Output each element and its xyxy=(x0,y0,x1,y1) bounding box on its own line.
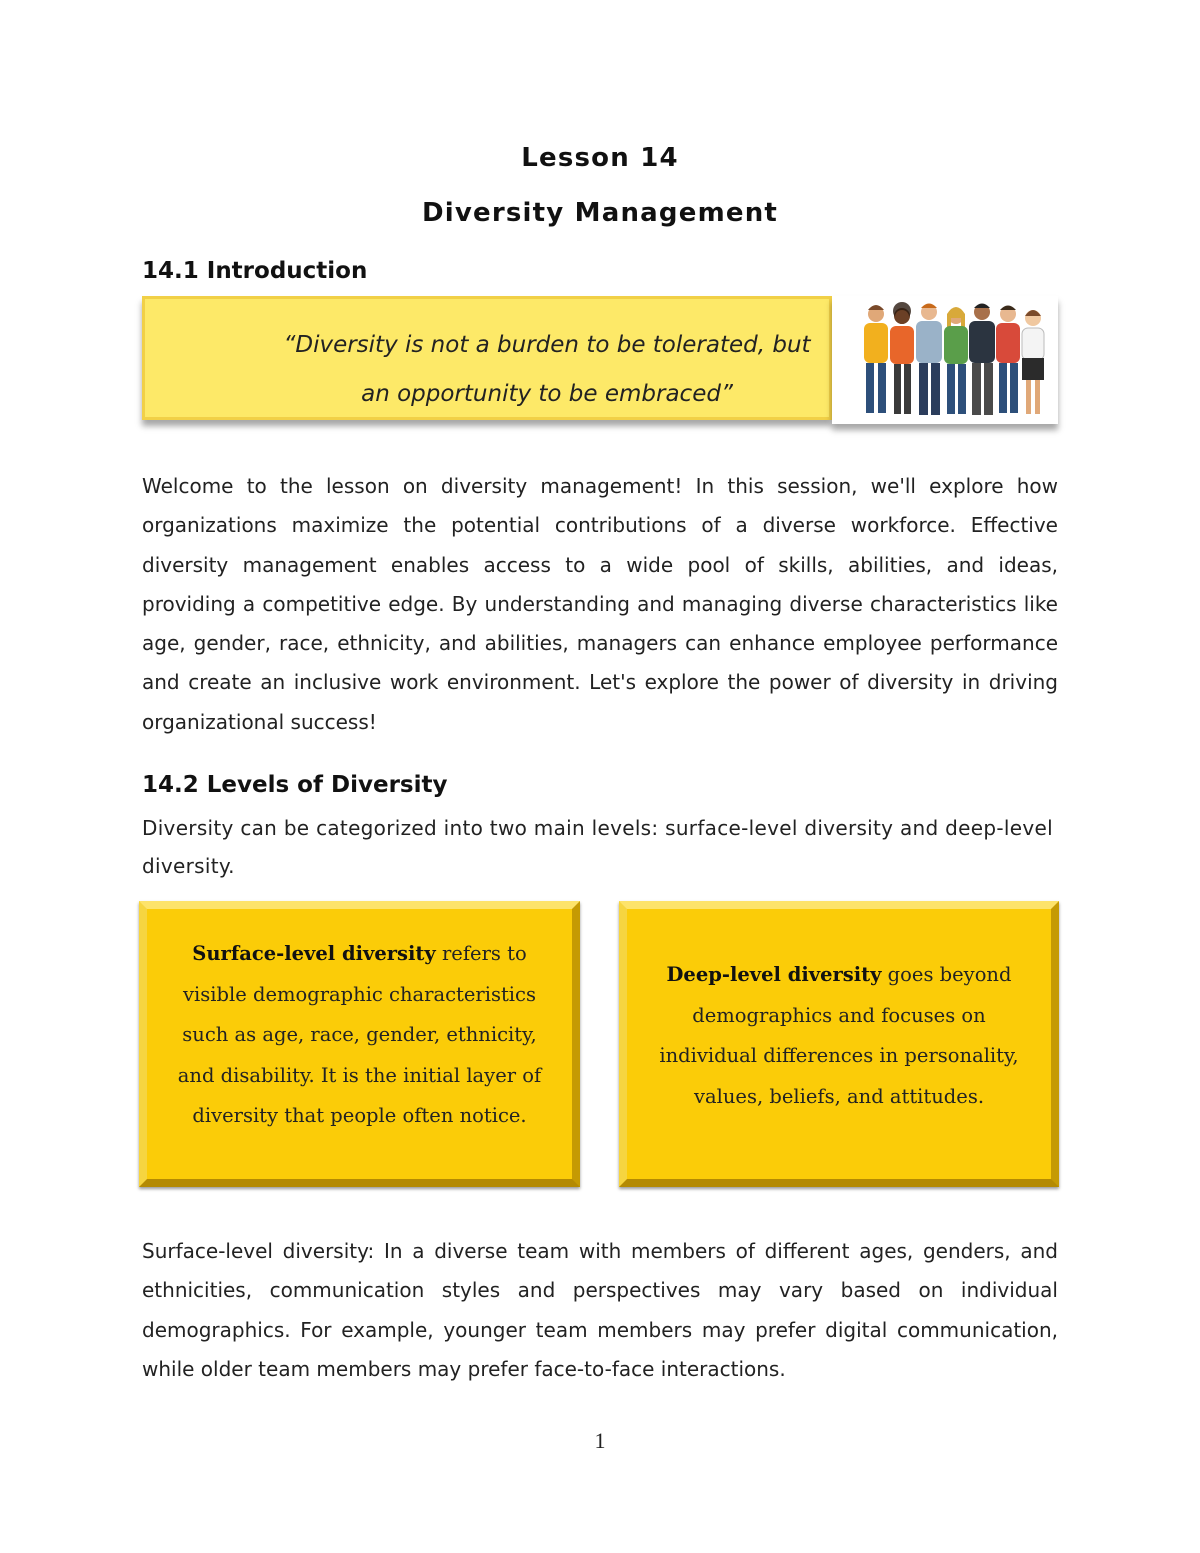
surface-level-term: Surface-level diversity xyxy=(192,942,436,965)
page-number: 1 xyxy=(594,1428,606,1453)
deep-level-description xyxy=(627,909,1051,1117)
person-7 xyxy=(1022,310,1044,414)
person-2 xyxy=(890,302,914,414)
surface-level-description xyxy=(147,909,572,1137)
person-5 xyxy=(969,304,995,416)
levels-intro-paragraph: Diversity can be categorized into two main levels: surface-level diversity and deep-level diversity. xyxy=(142,816,1053,878)
person-6 xyxy=(996,306,1020,414)
page-title: Diversity Management xyxy=(421,198,779,228)
person-3 xyxy=(916,304,942,416)
deep-level-box xyxy=(619,901,1059,1187)
person-4 xyxy=(944,307,968,414)
surface-level-box xyxy=(139,901,580,1187)
quote-banner xyxy=(142,296,832,420)
people-group-icon xyxy=(832,296,1058,424)
quote-text xyxy=(275,321,819,419)
surface-level-text: refers to visible demographic characteristics such as age, race, gender, ethnicity, and disability. It is the initial layer of diversity that people often notice. xyxy=(177,942,542,1127)
person-1 xyxy=(864,305,888,413)
deep-level-term: Deep-level diversity xyxy=(666,963,882,986)
lesson-number: Lesson 14 xyxy=(521,143,679,173)
deep-level-text: goes beyond demographics and focuses on individual differences in personality, values, beliefs, and attitudes. xyxy=(659,963,1019,1108)
introduction-paragraph: Welcome to the lesson on diversity management! In this session, we'll explore how organizations maximize the potential contributions of a diverse workforce. Effective diversity management enables access to a wide pool of skills, abilities, and ideas, providing a competitive edge. By understanding and managing diverse characteristics like age, gender, race, ethnicity, and abilities, managers can enhance employee performance and create an inclusive work environment. Let's explore the power of diversity in driving organizational success! xyxy=(142,474,1058,734)
section-heading-introduction: 14.1 Introduction xyxy=(142,258,368,284)
quote-line-1: “Diversity is not a burden to be tolerated, but xyxy=(283,332,811,358)
diverse-people-illustration xyxy=(832,296,1058,424)
quote-line-2: an opportunity to be embraced” xyxy=(361,381,733,407)
surface-level-example-paragraph: Surface-level diversity: In a diverse team with members of different ages, genders, and ethnicities, communication styles and perspectives may vary based on individual demographics. For example, younger team members may prefer digital communication, while older team members may prefer face-to-face interactions. xyxy=(142,1239,1058,1381)
section-heading-levels: 14.2 Levels of Diversity xyxy=(142,772,448,798)
